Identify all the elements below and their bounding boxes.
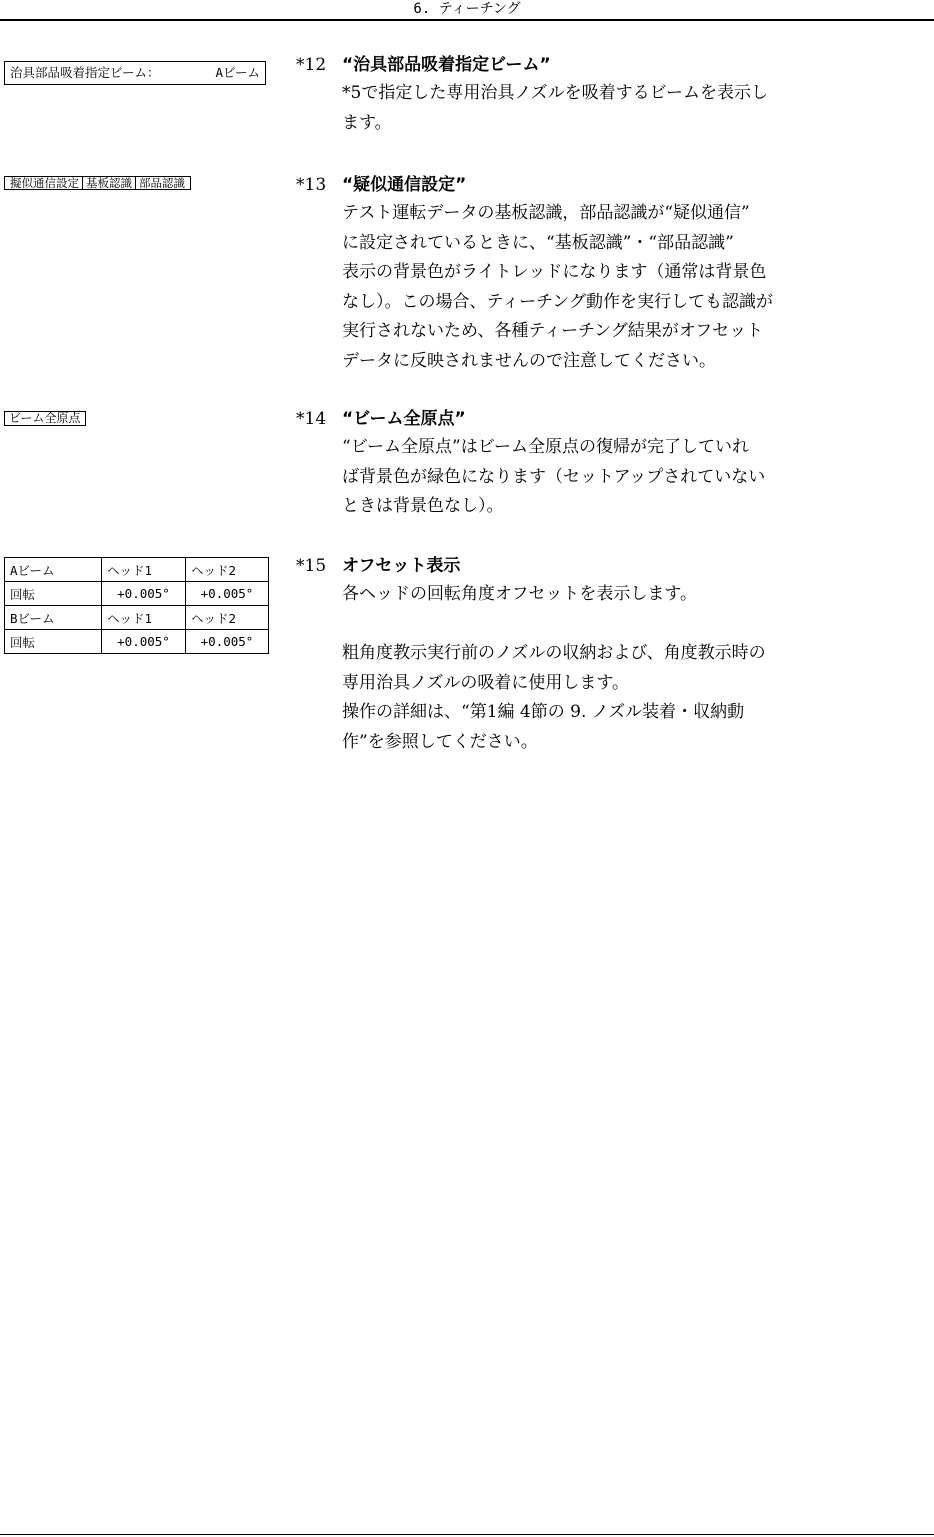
body-line: 作”を参照してください。 xyxy=(342,731,538,752)
body-line: に設定されているときに、“基板認識”・“部品認識” xyxy=(342,232,734,253)
table-cell: Aビーム xyxy=(5,558,102,582)
table-cell: Bビーム xyxy=(5,606,102,630)
item-15 xyxy=(296,552,856,757)
body-line: データに反映されませんので注意してください。 xyxy=(342,350,716,371)
beam-select-display xyxy=(4,61,266,85)
table-cell: 回転 xyxy=(5,630,102,654)
body-line: 表示の背景色がライトレッドになります（通常は背景色 xyxy=(342,262,767,282)
page-header-title: 6. ティーチング xyxy=(413,1,521,17)
table-cell: ヘッド2 xyxy=(186,558,269,582)
paragraph-gap xyxy=(342,610,842,640)
body-line: 粗角度教示実行前のノズルの収納および、角度教示時の xyxy=(342,643,766,663)
table-cell: 回転 xyxy=(5,582,102,606)
table-row xyxy=(5,582,269,606)
item-body xyxy=(342,199,842,376)
body-line: ば背景色が緑色になります（セットアップされていない xyxy=(342,466,766,487)
item-12 xyxy=(296,51,856,138)
table-row xyxy=(5,630,269,654)
item-title: “疑似通信設定” xyxy=(342,175,467,195)
table-cell: +0.005° xyxy=(102,630,186,654)
beam-select-label: 治具部品吸着指定ビーム： xyxy=(10,65,160,80)
item-title: オフセット表示 xyxy=(342,556,461,576)
body-line: 各ヘッドの回転角度オフセットを表示します。 xyxy=(342,584,697,604)
item-number: *12 xyxy=(296,55,327,75)
offset-table xyxy=(4,557,269,654)
body-line: *5で指定した専用治具ノズルを吸着するビームを表示し xyxy=(342,83,768,103)
item-body xyxy=(342,580,842,757)
beam-origin-display xyxy=(4,411,86,426)
item-body xyxy=(342,79,842,138)
pseudo-comm-display xyxy=(4,176,191,190)
table-cell: +0.005° xyxy=(102,582,186,606)
item-number: *14 xyxy=(296,409,327,429)
body-line: “ビーム全原点”はビーム全原点の復帰が完了していれ xyxy=(342,437,750,457)
table-cell: ヘッド1 xyxy=(102,606,186,630)
item-title: “治具部品吸着指定ビーム” xyxy=(342,55,551,75)
table-cell: +0.005° xyxy=(186,582,269,606)
header-rule xyxy=(0,19,934,21)
item-14 xyxy=(296,405,856,522)
item-number: *15 xyxy=(296,556,327,576)
table-row xyxy=(5,558,269,582)
body-line: 実行されないため、各種ティーチング結果がオフセット xyxy=(342,321,764,341)
body-line: なし）。この場合、ティーチング動作を実行しても認識が xyxy=(342,291,773,312)
body-line: ときは背景色なし）。 xyxy=(342,496,504,516)
table-cell: +0.005° xyxy=(186,630,269,654)
item-13 xyxy=(296,171,856,376)
item-body xyxy=(342,433,842,522)
body-line: 専用治具ノズルの吸着に使用します。 xyxy=(342,672,629,693)
body-line: ます。 xyxy=(342,112,392,133)
table-cell: ヘッド1 xyxy=(102,558,186,582)
beam-origin-label: ビーム全原点 xyxy=(9,411,81,425)
part-recognition-label: 部品認識 xyxy=(135,177,188,189)
footer-rule xyxy=(0,1534,934,1535)
item-number: *13 xyxy=(296,175,327,195)
board-recognition-label: 基板認識 xyxy=(82,177,135,189)
beam-select-value: Aビーム xyxy=(215,65,260,80)
pseudo-comm-setting-label: 擬似通信設定 xyxy=(10,176,79,190)
item-title: “ビーム全原点” xyxy=(342,409,466,429)
body-line: テスト運転データの基板認識，部品認識が“疑似通信” xyxy=(342,203,750,223)
body-line: 操作の詳細は、“第1編 4節の 9. ノズル装着・収納動 xyxy=(342,702,745,722)
table-cell: ヘッド2 xyxy=(186,606,269,630)
table-row xyxy=(5,606,269,630)
